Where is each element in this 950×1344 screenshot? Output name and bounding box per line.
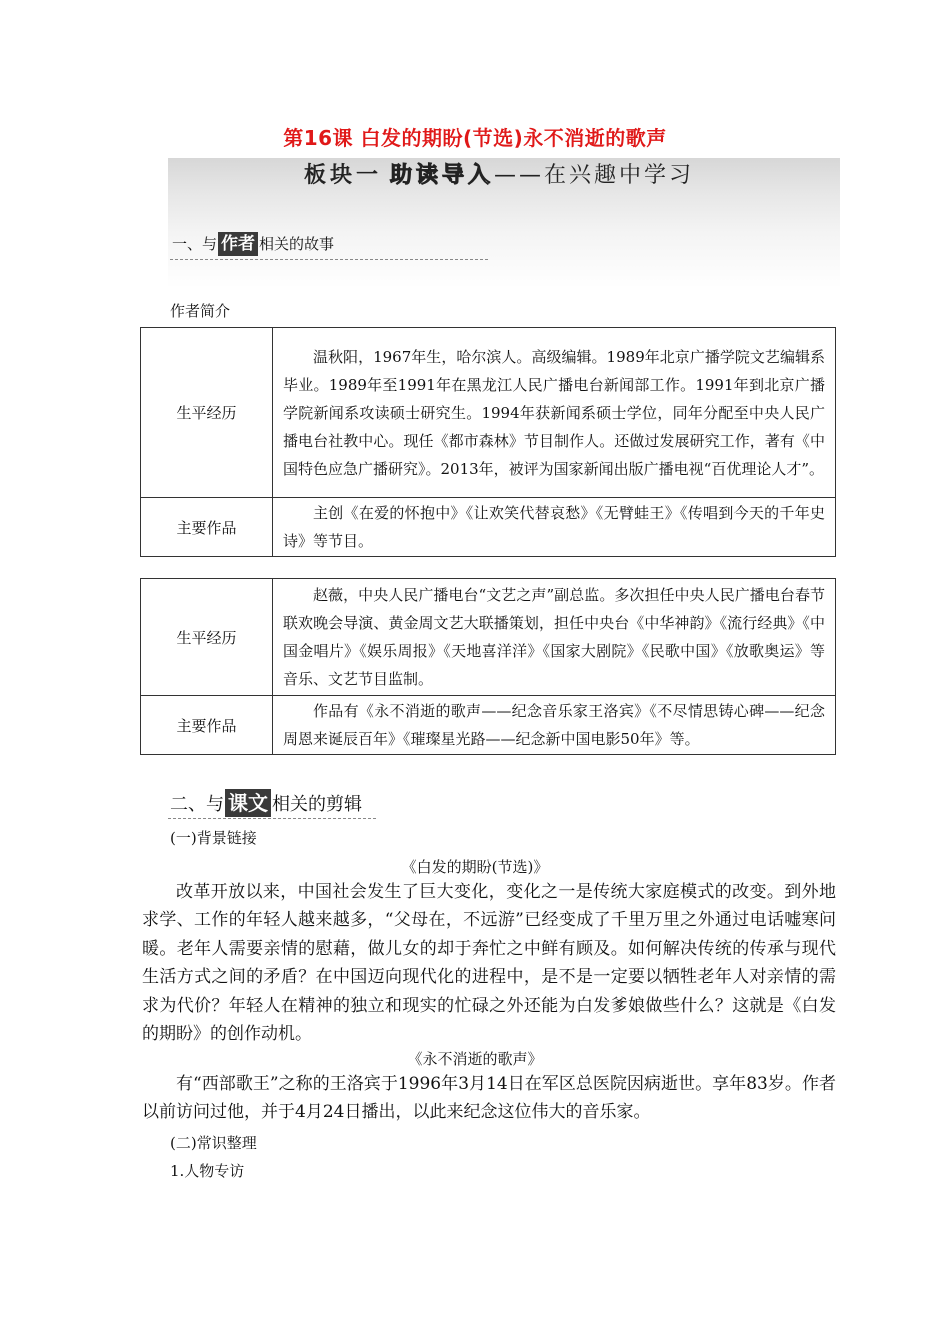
article2-text: 有“西部歌王”之称的王洛宾于1996年3月14日在军区总医院因病逝世。享年83岁。作者以前访问过他，并于4月24日播出，以此来纪念这位伟大的音乐家。 <box>142 1074 836 1123</box>
author-table-2 <box>140 578 836 755</box>
works-text: 作品有《永不消逝的歌声——纪念音乐家王洛宾》《不尽情思铸心碑——纪念周恩来诞辰百年》《璀璨星光路——纪念新中国电影50年》等。 <box>273 696 836 755</box>
article2-title: 《永不消逝的歌声》 <box>407 1050 543 1068</box>
article1-text: 改革开放以来，中国社会发生了巨大变化，变化之一是传统大家庭模式的改变。到外地求学、工作的年轻人越来越多，“父母在，不远游”已经变成了千里万里之外通过电话嘘寒问暖。老年人需要亲情的慰藉，做儿女的却于奔忙之中鲜有顾及。如何解决传统的传承与现代生活方式之间的矛盾？在中国迈向现代化的进程中，是不是一定要以牺牲老年人对亲情的需求为代价？年轻人在精神的独立和现实的忙碌之外还能为白发爹娘做些什么？这就是《白发的期盼》的创作动机。 <box>142 882 836 1045</box>
life-text: 温秋阳，1967年生，哈尔滨人。高级编辑。1989年北京广播学院文艺编辑系毕业。1989年至1991年在黑龙江人民广播电台新闻部工作。1991年到北京广播学院新闻系攻读硕士研究生。1994年获新闻系硕士学位，同年分配至中央人民广播电台社教中心。现任《都市森林》节目制作人。还做过发展研究工作，著有《中国特色应急广播研究》。2013年，被评为国家新闻出版广播电视“百优理论人才”。 <box>273 328 836 498</box>
life-label: 生平经历 <box>141 328 273 498</box>
author-section-highlight: 作者 <box>218 232 258 256</box>
works-label: 主要作品 <box>141 696 273 755</box>
divider <box>170 259 488 260</box>
section-heading-part: 板块一 <box>304 163 383 188</box>
knowledge-label: (二)常识整理 <box>170 1134 257 1152</box>
author-section-heading <box>172 232 334 256</box>
divider <box>168 818 376 819</box>
lesson-title: 第16课 白发的期盼(节选)永不消逝的歌声 <box>283 126 667 150</box>
works-text: 主创《在爱的怀抱中》《让欢笑代替哀愁》《无臂蛙王》《传唱到今天的千年史诗》等节目。 <box>273 498 836 557</box>
text-section-prefix: 二、与 <box>170 794 224 815</box>
life-text: 赵薇，中央人民广播电台“文艺之声”副总监。多次担任中央人民广播电台春节联欢晚会导演、黄金周文艺大联播策划，担任中央台《中华神韵》《流行经典》《中国金唱片》《娱乐周报》《天地喜洋洋》《国家大剧院》《民歌中国》《放歌奥运》等音乐、文艺节目监制。 <box>273 579 836 696</box>
section-heading-emphasis: 助读导入 <box>390 163 495 188</box>
table-row <box>141 696 836 755</box>
table-row <box>141 579 836 696</box>
author-section-suffix: 相关的故事 <box>259 235 335 253</box>
background-label: (一)背景链接 <box>170 829 257 847</box>
table-row <box>141 328 836 498</box>
author-table-1 <box>140 327 836 557</box>
author-section-prefix: 一、与 <box>172 235 218 253</box>
text-section-highlight: 课文 <box>225 789 271 817</box>
table-row <box>141 498 836 557</box>
author-intro-label: 作者简介 <box>170 302 231 320</box>
life-label: 生平经历 <box>141 579 273 696</box>
section-heading-tail: ——在兴趣中学习 <box>494 163 695 188</box>
section-heading <box>304 158 694 189</box>
text-section-heading <box>170 789 362 817</box>
works-label: 主要作品 <box>141 498 273 557</box>
article1-title: 《白发的期盼(节选)》 <box>401 858 549 876</box>
text-section-suffix: 相关的剪辑 <box>272 794 362 815</box>
item1-label: 1.人物专访 <box>170 1162 245 1180</box>
